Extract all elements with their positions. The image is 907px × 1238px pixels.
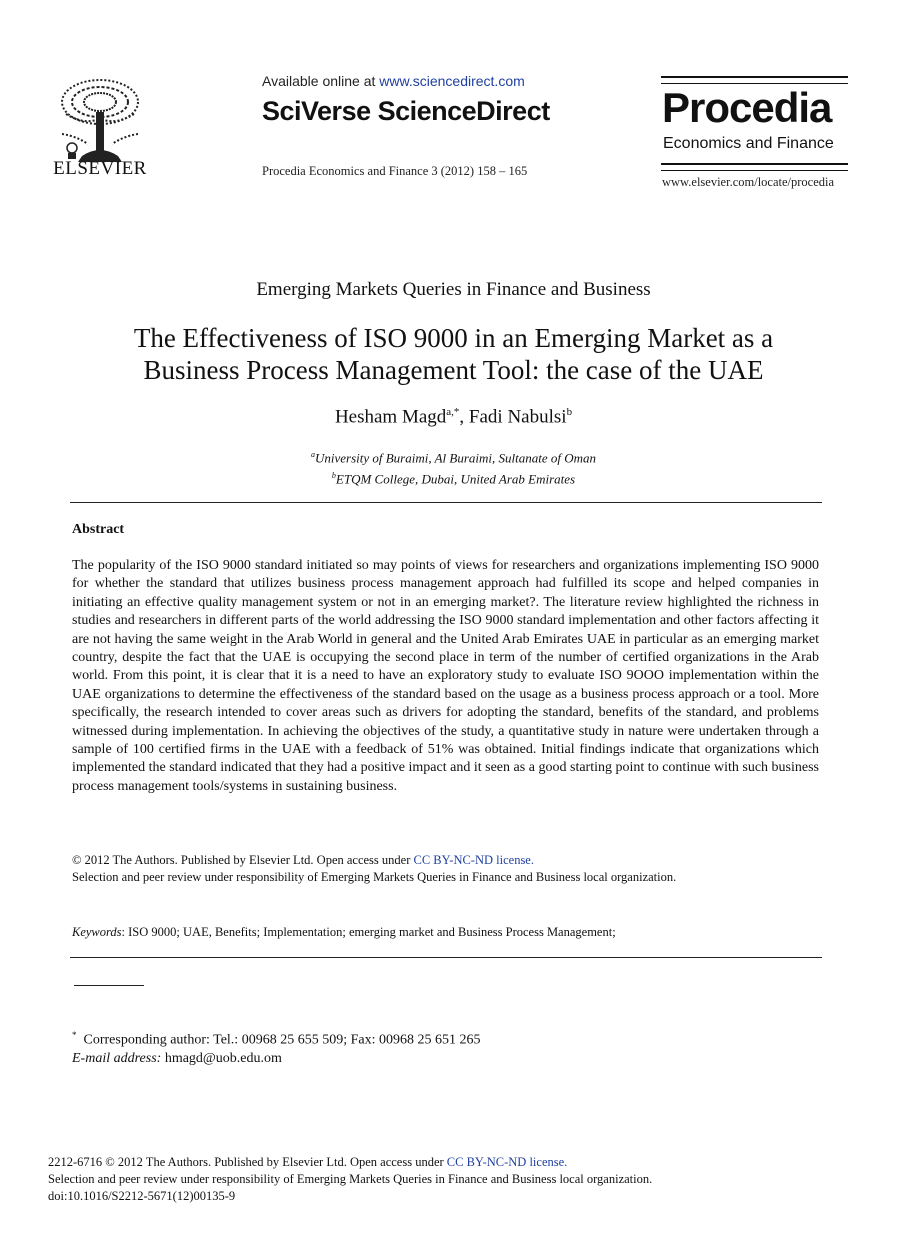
journal-rule-bottom (661, 163, 848, 171)
email-label: E-mail address: (72, 1050, 162, 1066)
author-separator: , (459, 406, 469, 428)
corresponding-author-line (72, 1026, 480, 1050)
paper-title-line: The Effectiveness of ISO 9000 in an Emerging Market as a (133, 323, 774, 353)
doi: doi:10.1016/S2212-5671(12)00135-9 (48, 1189, 236, 1203)
affiliations (0, 446, 907, 489)
affiliation (0, 446, 907, 467)
journal-logo-subtitle: Economics and Finance (663, 135, 834, 152)
corresponding-author-footnote (72, 1026, 480, 1068)
paper-title-line: Business Process Management Tool: the case of the UAE (143, 355, 764, 385)
keywords (72, 925, 616, 940)
email-line (72, 1050, 480, 1068)
author-affil-mark: b (566, 406, 573, 418)
footer-copyright-line (48, 1154, 652, 1171)
affil-mark: b (331, 471, 336, 481)
affil-text: University of Buraimi, Al Buraimi, Sultanate of Oman (314, 450, 597, 466)
footer-peer-review-line: Selection and peer review under responsibility of Emerging Markets Queries in Finance and Business local organization. (48, 1172, 653, 1186)
divider (70, 502, 822, 503)
available-online-text (262, 73, 525, 89)
corr-contact: : Tel.: 00968 25 655 509; Fax: 00968 25 651 265 (205, 1032, 481, 1048)
sciencedirect-link[interactable]: www.sciencedirect.com (379, 73, 525, 89)
copyright-notice (72, 852, 676, 886)
journal-rule-top (661, 76, 848, 84)
author-affil-mark: a,* (446, 406, 460, 418)
available-label: Available online at (262, 73, 380, 89)
author-name: Fadi Nabulsi (468, 406, 567, 428)
author-name: Hesham Magd (334, 406, 447, 428)
email-address[interactable]: hmagd@uob.edu.om (161, 1050, 282, 1066)
publisher-name: ELSEVIER (53, 158, 147, 179)
keywords-label: Keywords (72, 925, 122, 939)
affiliation (0, 467, 907, 488)
author-list (0, 406, 907, 428)
copyright-line (72, 852, 676, 869)
affil-text: ETQM College, Dubai, United Arab Emirates (335, 471, 576, 487)
license-link[interactable]: CC BY-NC-ND license. (413, 853, 534, 867)
footer-license-link[interactable]: CC BY-NC-ND license. (446, 1155, 568, 1169)
keywords-text: : ISO 9000; UAE, Benefits; Implementation; emerging market and Business Process Management; (121, 925, 616, 939)
copyright-text: © 2012 The Authors. Published by Elsevier Ltd. Open access under (72, 853, 414, 867)
abstract-heading: Abstract (72, 522, 125, 537)
journal-logo-title: Procedia (662, 84, 832, 131)
divider (70, 957, 822, 958)
journal-url-link[interactable]: www.elsevier.com/locate/procedia (662, 175, 835, 189)
abstract-text: The popularity of the ISO 9000 standard initiated so may points of views for researchers and organizations implementing ISO 9000 for whether the standard that utilizes business process management approach had fulfilled its scope and helped companies in initiating an effective quality management system or not in an emerging market?. The literature review highlighted the richness in studies and researchers in different parts of the world addressing the ISO 9000 standard implementation and other factors affecting it are not having the same weight in the Arab World in general and the United Arab Emirates UAE in particular as an emerging market country, despite the fact that the UAE is occupying the second place in term of the number of certified organizations in the Arab world. From this point, it is clear that it is a need to have an exploratory study to evaluate ISO 9OOO implementation within the UAE organizations to determine the effectiveness of the standard based on the usage as a business process approach or a tool. More specifically, the research intended to cover areas such as drivers for adopting the standard, benefits of the standard, and problems witnessed during implementation. In achieving the objectives of the study, a quantitative study in nature were undertaken through a sample of 100 certified firms in the UAE with a feedback of 51% was obtained. Initial findings indicate that organizations which implemented the standard indicated that they had a positive impact and it seen as a good starting point to continue with such business process management tools/systems in sustaining business. (72, 558, 819, 794)
footnote-mark: * (72, 1030, 77, 1040)
peer-review-line: Selection and peer review under responsibility of Emerging Markets Queries in Finance and Business local organization. (72, 870, 677, 884)
affil-mark: a (310, 450, 315, 459)
page-footer (48, 1154, 652, 1205)
footnote-rule (74, 985, 144, 986)
footer-copyright-text: 2212-6716 © 2012 The Authors. Published by Elsevier Ltd. Open access under (48, 1155, 447, 1169)
platform-name: SciVerse ScienceDirect (262, 96, 550, 126)
conference-name: Emerging Markets Queries in Finance and Business (256, 279, 651, 300)
paper-title (80, 322, 827, 386)
corr-label: Corresponding author (83, 1032, 206, 1048)
journal-citation: Procedia Economics and Finance 3 (2012) 158 – 165 (262, 164, 528, 178)
